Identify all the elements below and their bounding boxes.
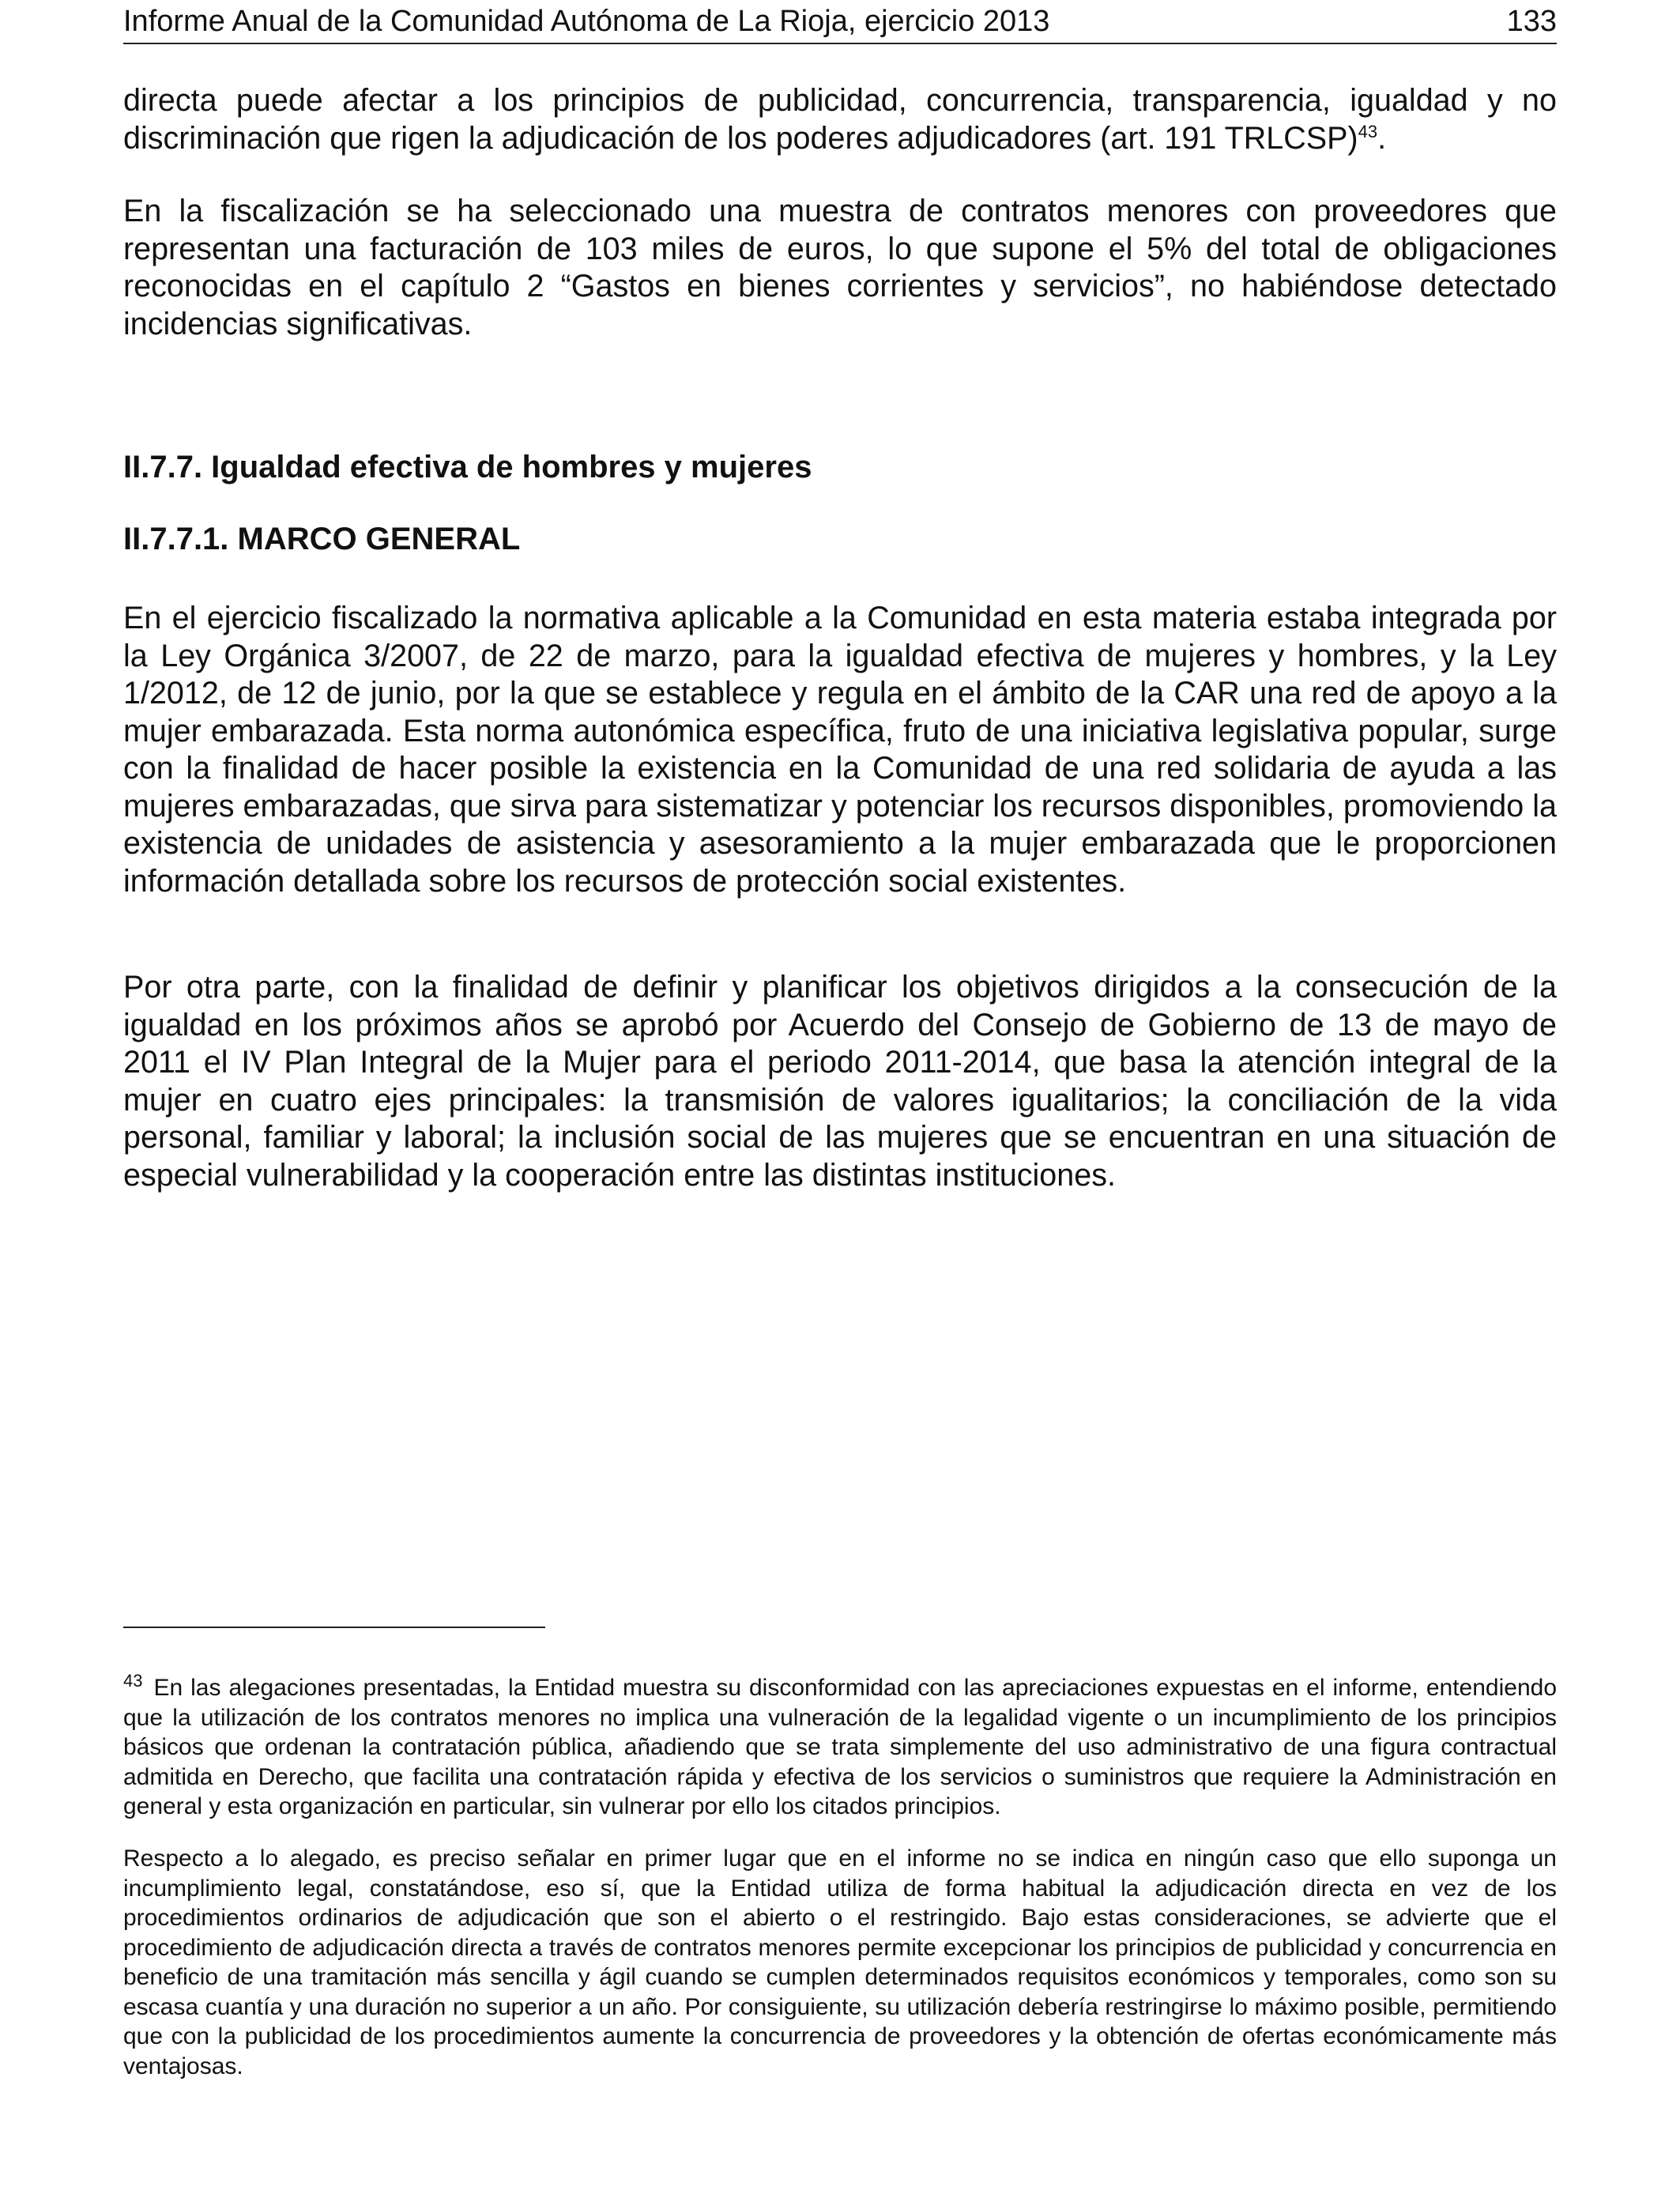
paragraph-sample: En la fiscalización se ha seleccionado una muestra de contratos menores con proveedores que representan una facturación de 103 miles de euros, lo que supone el 5% del total de obligaciones reconocidas en el capítulo 2 “Gastos en bienes corrientes y servicios”, no habiéndose detectado incidencias significativas. — [123, 194, 1557, 341]
header-title: Informe Anual de la Comunidad Autónoma de La Rioja, ejercicio 2013 — [123, 5, 1050, 38]
section-heading: II.7.7. Igualdad efectiva de hombres y mujeres — [123, 450, 812, 484]
page-number: 133 — [1506, 5, 1557, 38]
subsection-heading: II.7.7.1. MARCO GENERAL — [123, 522, 521, 556]
paragraph-plan-integral: Por otra parte, con la finalidad de definir y planificar los objetivos dirigidos a la consecución de la igualdad en los próximos años se aprobó por Acuerdo del Consejo de Gobierno de 13 de mayo de 2011 el IV Plan Integral de la Mujer para el periodo 2011-2014, que basa la atención integral de la mujer en cuatro ejes principales: la transmisión de valores igualitarios; la conciliación de la vida personal, familiar y laboral; la inclusión social de las mujeres que se encuentran en una situación de especial vulnerabilidad y la cooperación entre las distintas instituciones. — [123, 970, 1557, 1193]
paragraph-continuation — [123, 82, 1557, 157]
page-header — [123, 0, 1557, 44]
footnote-text: En las alegaciones presentadas, la Entidad muestra su disconformidad con las apreciaciones expuestas en el informe, entendiendo que la utilización de los contratos menores no implica una vulneración de la legalidad vigente o un incumplimiento de los principios básicos que ordenan la contratación pública, añadiendo que se trata simplemente del uso administrativo de una figura contractual admitida en Derecho, que facilita una contratación rápida y efectiva de los servicios o suministros que requiere la Administración en general y esta organización en particular, sin vulnerar por ello los citados principios. — [123, 1675, 1557, 1819]
paragraph-text: directa puede afectar a los principios de publicidad, concurrencia, transparencia, igualdad y no discriminación que rigen la adjudicación de los poderes adjudicadores (art. 191 TRLCSP) — [123, 83, 1557, 156]
footnote-divider — [123, 1627, 545, 1628]
paragraph-normativa: En el ejercicio fiscalizado la normativa aplicable a la Comunidad en esta materia estaba integrada por la Ley Orgánica 3/2007, de 22 de marzo, para la igualdad efectiva de mujeres y hombres, y la Ley 1/2012, de 12 de junio, por la que se establece y regula en el ámbito de la CAR una red de apoyo a la mujer embarazada. Esta norma autonómica específica, fruto de una iniciativa legislativa popular, surge con la finalidad de hacer posible la existencia en la Comunidad de una red solidaria de ayuda a las mujeres embarazadas, que sirva para sistematizar y potenciar los recursos disponibles, promoviendo la existencia de unidades de asistencia y asesoramiento a la mujer embarazada que le proporcionen información detallada sobre los recursos de protección social existentes. — [123, 601, 1557, 899]
footnote-number: 43 — [123, 1671, 143, 1691]
footnote-paragraph-2: Respecto a lo alegado, es preciso señalar en primer lugar que en el informe no se indica en ningún caso que ello suponga un incumplimiento legal, constatándose, eso sí, que la Entidad utiliza de forma habitual la adjudicación directa en vez de los procedimientos ordinarios de adjudicación que son el abierto o el restringido. Bajo estas consideraciones, se advierte que el procedimiento de adjudicación directa a través de contratos menores permite excepcionar los principios de publicidad y concurrencia en beneficio de una tramitación más sencilla y ágil cuando se cumplen determinados requisitos económicos y temporales, como son su escasa cuantía y una duración no superior a un año. Por consiguiente, su utilización debería restringirse lo máximo posible, permitiendo que con la publicidad de los procedimientos aumente la concurrencia de proveedores y la obtención de ofertas económicamente más ventajosas. — [123, 1845, 1557, 2079]
paragraph-end: . — [1377, 120, 1387, 156]
footnote-reference[interactable]: 43 — [1358, 121, 1378, 141]
footnote-paragraph — [123, 1673, 1557, 1822]
